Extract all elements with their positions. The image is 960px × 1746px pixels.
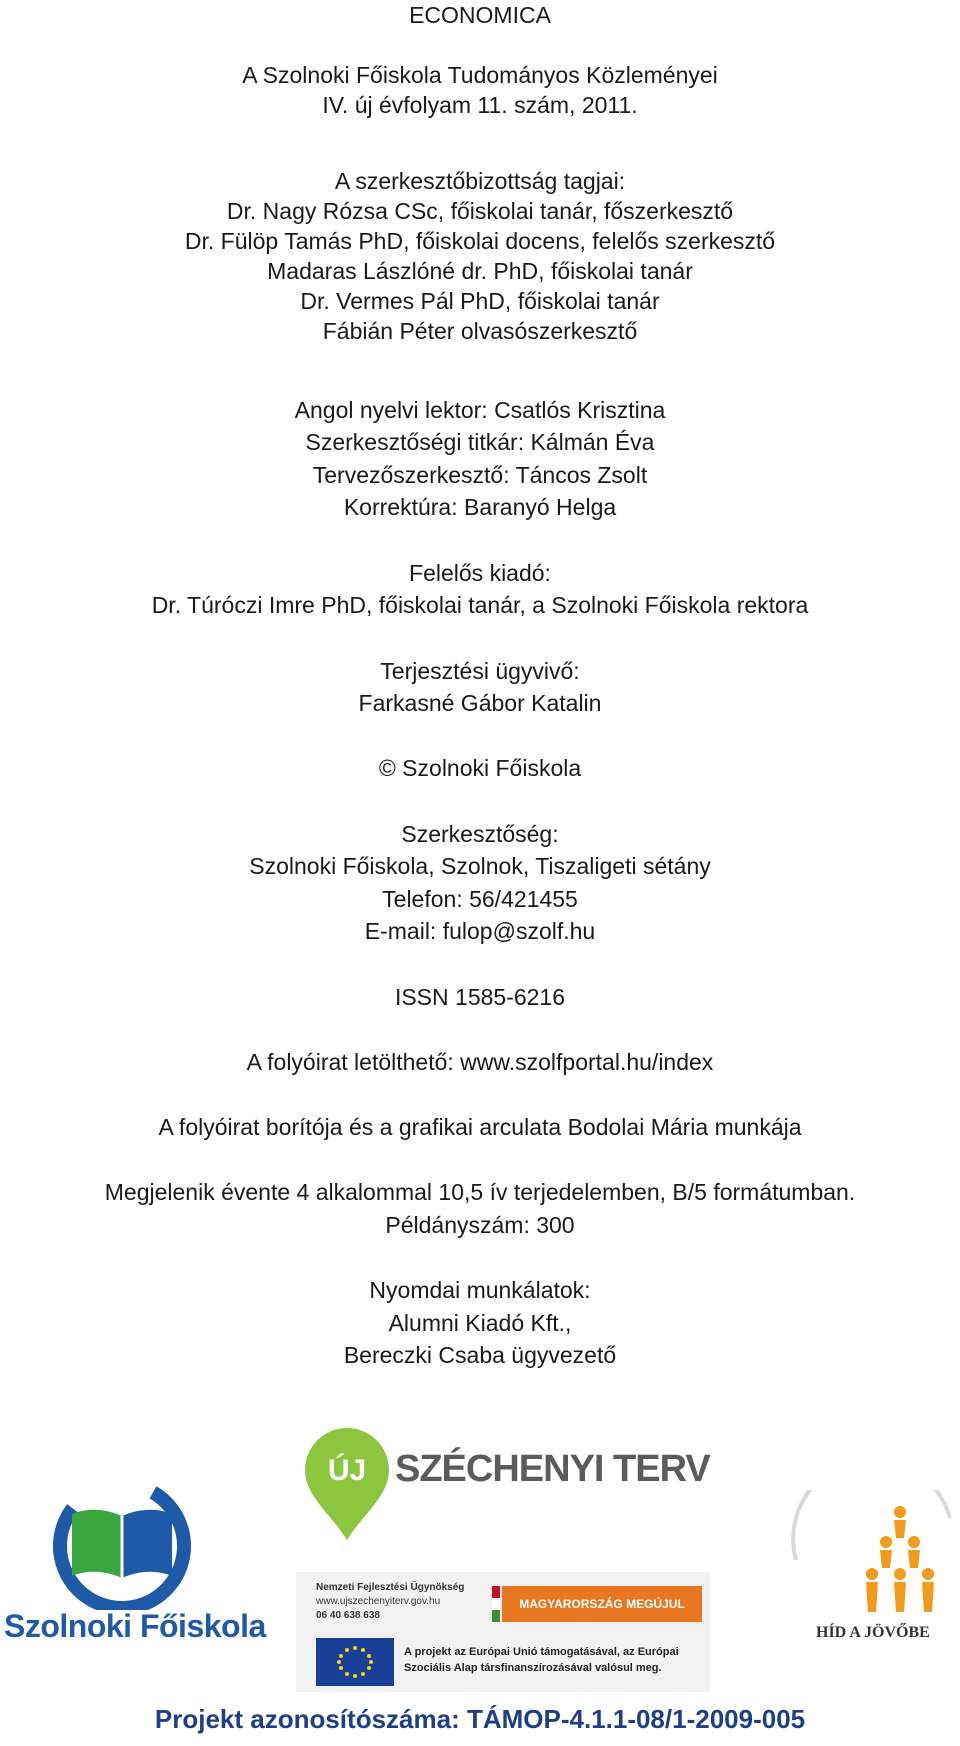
nfu-eu-box: [296, 1572, 710, 1692]
editorial-phone: Telefon: 56/421455: [382, 886, 578, 912]
publisher-name: Dr. Túróczi Imre PhD, főiskolai tanár, a Szolnoki Főiskola rektora: [151, 592, 809, 618]
nfu-line3: 06 40 638 638: [316, 1610, 380, 1621]
szechenyi-badge: ÚJ: [327, 1454, 367, 1487]
publisher-heading: Felelős kiadó:: [409, 560, 551, 586]
eu-line1: A projekt az Európai Unió támogatásával, az Európai: [404, 1646, 679, 1658]
printing-company: Alumni Kiadó Kft.,: [388, 1310, 572, 1336]
distribution-heading: Terjesztési ügyvivő:: [380, 658, 580, 684]
copyright: © Szolnoki Főiskola: [378, 755, 582, 781]
nfu-line2: www.ujszechenyiterv.gov.hu: [316, 1596, 441, 1607]
human-pyramid-icon: [790, 1490, 960, 1620]
copies: Példányszám: 300: [385, 1212, 575, 1238]
staff-line: Szerkesztőségi titkár: Kálmán Éva: [305, 429, 655, 455]
editorial-heading: Szerkesztőség:: [401, 821, 559, 847]
board-member: Dr. Vermes Pál PhD, főiskolai tanár: [300, 288, 660, 314]
staff-line: Tervezőszerkesztő: Táncos Zsolt: [312, 462, 648, 488]
open-book-icon: [0, 1480, 260, 1610]
journal-subtitle: A Szolnoki Főiskola Tudományos Közleményei: [242, 62, 718, 88]
publication-frequency: Megjelenik évente 4 alkalommal 10,5 ív terjedelemben, B/5 formátumban.: [104, 1179, 856, 1205]
hid-a-jovobe-logo: [790, 1490, 960, 1650]
journal-name: ECONOMICA: [409, 2, 551, 28]
download-info: A folyóirat letölthető: www.szolfportal.hu/index: [246, 1049, 714, 1075]
bridge-text: HÍD A JÖVŐBE: [816, 1624, 930, 1641]
issue-info: IV. új évfolyam 11. szám, 2011.: [322, 92, 638, 118]
flag-red-icon: [492, 1586, 500, 1598]
board-heading: A szerkesztőbizottság tagjai:: [334, 168, 626, 194]
hungary-renews-banner: MAGYARORSZÁG MEGÚJUL: [502, 1586, 702, 1622]
editorial-address: Szolnoki Főiskola, Szolnok, Tiszaligeti sétány: [249, 853, 711, 879]
printing-heading: Nyomdai munkálatok:: [369, 1277, 591, 1303]
staff-line: Korrektúra: Baranyó Helga: [343, 494, 617, 520]
staff-line: Angol nyelvi lektor: Csatlós Krisztina: [294, 397, 666, 423]
board-member: Fábián Péter olvasószerkesztő: [322, 318, 638, 344]
cover-credit: A folyóirat borítója és a grafikai arculata Bodolai Mária munkája: [158, 1114, 802, 1140]
flag-green-icon: [492, 1610, 500, 1622]
editorial-email: E-mail: fulop@szolf.hu: [364, 918, 596, 944]
flag-white-icon: [492, 1598, 500, 1610]
board-member: Madaras Lászlóné dr. PhD, főiskolai tanár: [267, 258, 693, 284]
school-name: Szolnoki Főiskola: [4, 1608, 266, 1644]
board-member: Dr. Fülöp Tamás PhD, főiskolai docens, felelős szerkesztő: [184, 228, 776, 254]
distribution-name: Farkasné Gábor Katalin: [358, 690, 602, 716]
szechenyi-text: SZÉCHENYI TERV: [395, 1448, 710, 1490]
board-member: Dr. Nagy Rózsa CSc, főiskolai tanár, főszerkesztő: [226, 198, 734, 224]
printing-manager: Bereczki Csaba ügyvezető: [343, 1342, 617, 1368]
szolnoki-foiskola-logo: [0, 1480, 266, 1650]
nfu-line1: Nemzeti Fejlesztési Ügynökség: [316, 1582, 465, 1593]
szechenyi-terv-logo: [305, 1428, 710, 1548]
eu-line2: Szociális Alap társfinanszírozásával valósul meg.: [404, 1662, 662, 1674]
eu-flag-icon: [316, 1638, 394, 1686]
project-id: Projekt azonosítószáma: TÁMOP-4.1.1-08/1-2009-005: [154, 1704, 806, 1734]
issn: ISSN 1585-6216: [394, 984, 566, 1010]
